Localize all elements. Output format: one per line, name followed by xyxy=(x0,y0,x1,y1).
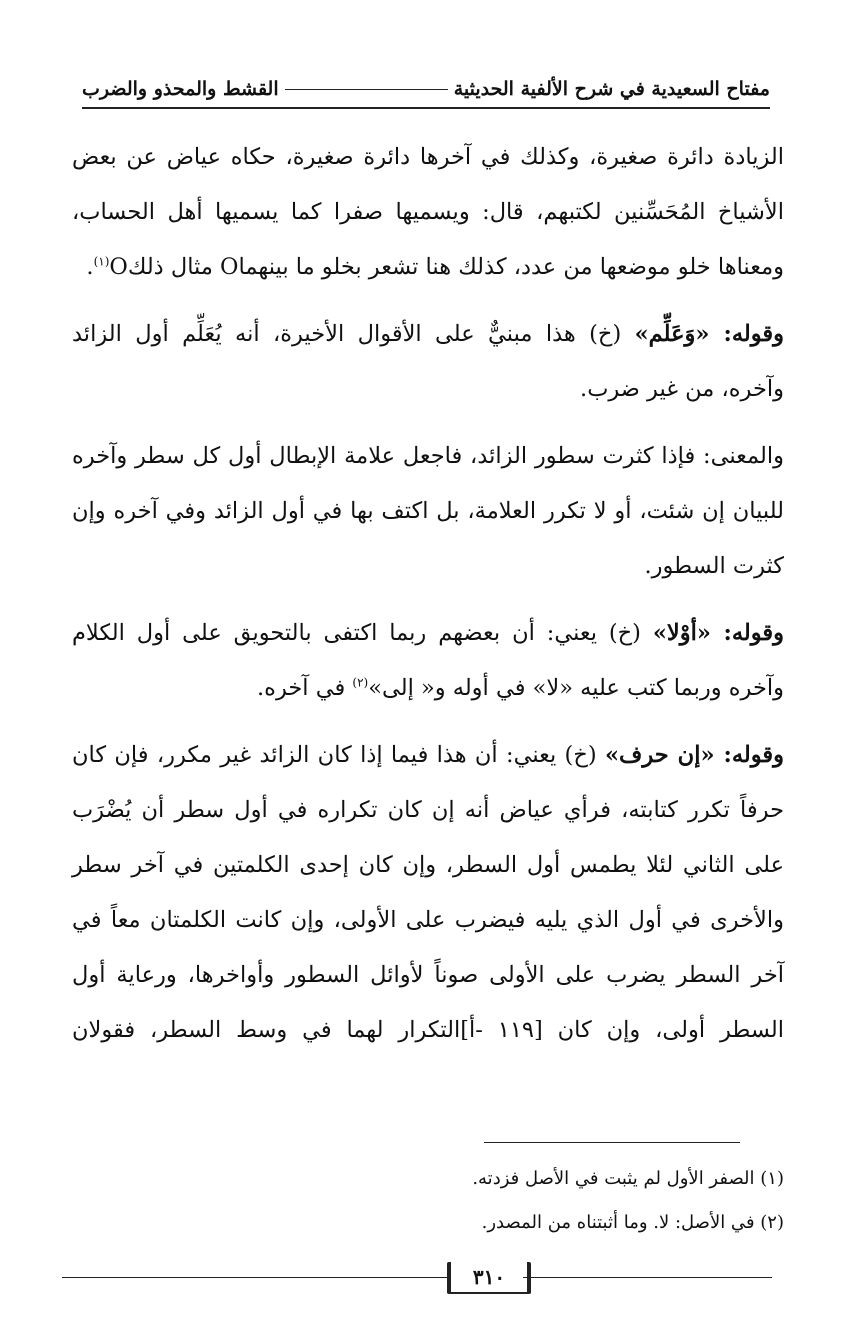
footnote-ref-1: (١) xyxy=(93,254,110,269)
running-header xyxy=(82,72,770,106)
paragraph-5-lead: وقوله: «إن حرف» xyxy=(604,742,784,768)
paragraph-2-text: (خ) هذا مبنيٌّ على الأقوال الأخيرة، أنه يُعَلِّم أول الزائد وآخره، من غير ضرب. xyxy=(72,321,784,402)
page-number: ٣١٠ xyxy=(447,1262,531,1294)
header-rule xyxy=(285,89,448,90)
section-title: القشط والمحذو والضرب xyxy=(82,78,279,100)
footnote-divider xyxy=(484,1142,740,1143)
header-divider xyxy=(82,107,770,109)
paragraph-3 xyxy=(72,429,784,594)
page-number-rule-right xyxy=(523,1277,772,1278)
paragraph-1 xyxy=(72,130,784,295)
book-title: مفتاح السعيدية في شرح الألفية الحديثية xyxy=(453,78,770,100)
paragraph-4-lead: وقوله: «أوْلا» xyxy=(652,620,784,646)
page-number-area xyxy=(62,1260,772,1296)
paragraph-1-text: الزيادة دائرة صغيرة، وكذلك في آخرها دائرة صغيرة، حكاه عياض عن بعض الأشياخ المُحَسِّنين لكتبهم، قال: ويسميها صفرا كما يسميها أهل الحساب، ومعناها خلو موضعها من عدد، كذلك هنا تشعر بخلو ما بينهماO مثال ذلكO xyxy=(72,144,784,280)
page-number-rule-left xyxy=(62,1277,447,1278)
paragraph-4 xyxy=(72,606,784,716)
body-text xyxy=(72,130,784,1070)
footnote-2: (٢) في الأصل: لا. وما أثبتناه من المصدر. xyxy=(481,1212,784,1233)
paragraph-5-text: (خ) يعني: أن هذا فيما إذا كان الزائد غير مكرر، فإن كان حرفاً تكرر كتابته، فرأي عياض أنه إن كان تكراره في أول سطر أن يُضْرَب على الثاني لئلا يطمس أول السطر، وإن كان إحدى الكلمتين في آخر سطر والأخرى في أول الذي يليه فيضرب على الأولى، وإن كانت الكلمتان معاً في آخر السطر يضرب على الأولى صوناً لأوائل السطور وأواخرها، ورعاية أول السطر أولى، وإن كان [١١٩ -أ]التكرار لهما في وسط السطر، فقولان xyxy=(72,742,784,1043)
paragraph-4-end: في آخره. xyxy=(257,675,353,701)
footnotes xyxy=(72,1157,784,1245)
paragraph-1-end: . xyxy=(86,254,94,280)
paragraph-2 xyxy=(72,307,784,417)
footnote-1: (١) الصفر الأول لم يثبت في الأصل فزدته. xyxy=(472,1168,784,1189)
paragraph-5 xyxy=(72,728,784,1058)
paragraph-2-lead: وقوله: «وَعَلِّم» xyxy=(634,321,784,347)
footnote-ref-2: (٢) xyxy=(352,675,369,690)
paragraph-3-text: والمعنى: فإذا كثرت سطور الزائد، فاجعل علامة الإبطال أول كل سطر وآخره للبيان إن شئت، أو لا تكرر العلامة، بل اكتف بها في أول الزائد وفي آخره وإن كثرت السطور. xyxy=(72,443,784,579)
paragraph-4-text: (خ) يعني: أن بعضهم ربما اكتفى بالتحويق على أول الكلام وآخره وربما كتب عليه «لا» في أوله و« إلى» xyxy=(72,620,784,701)
